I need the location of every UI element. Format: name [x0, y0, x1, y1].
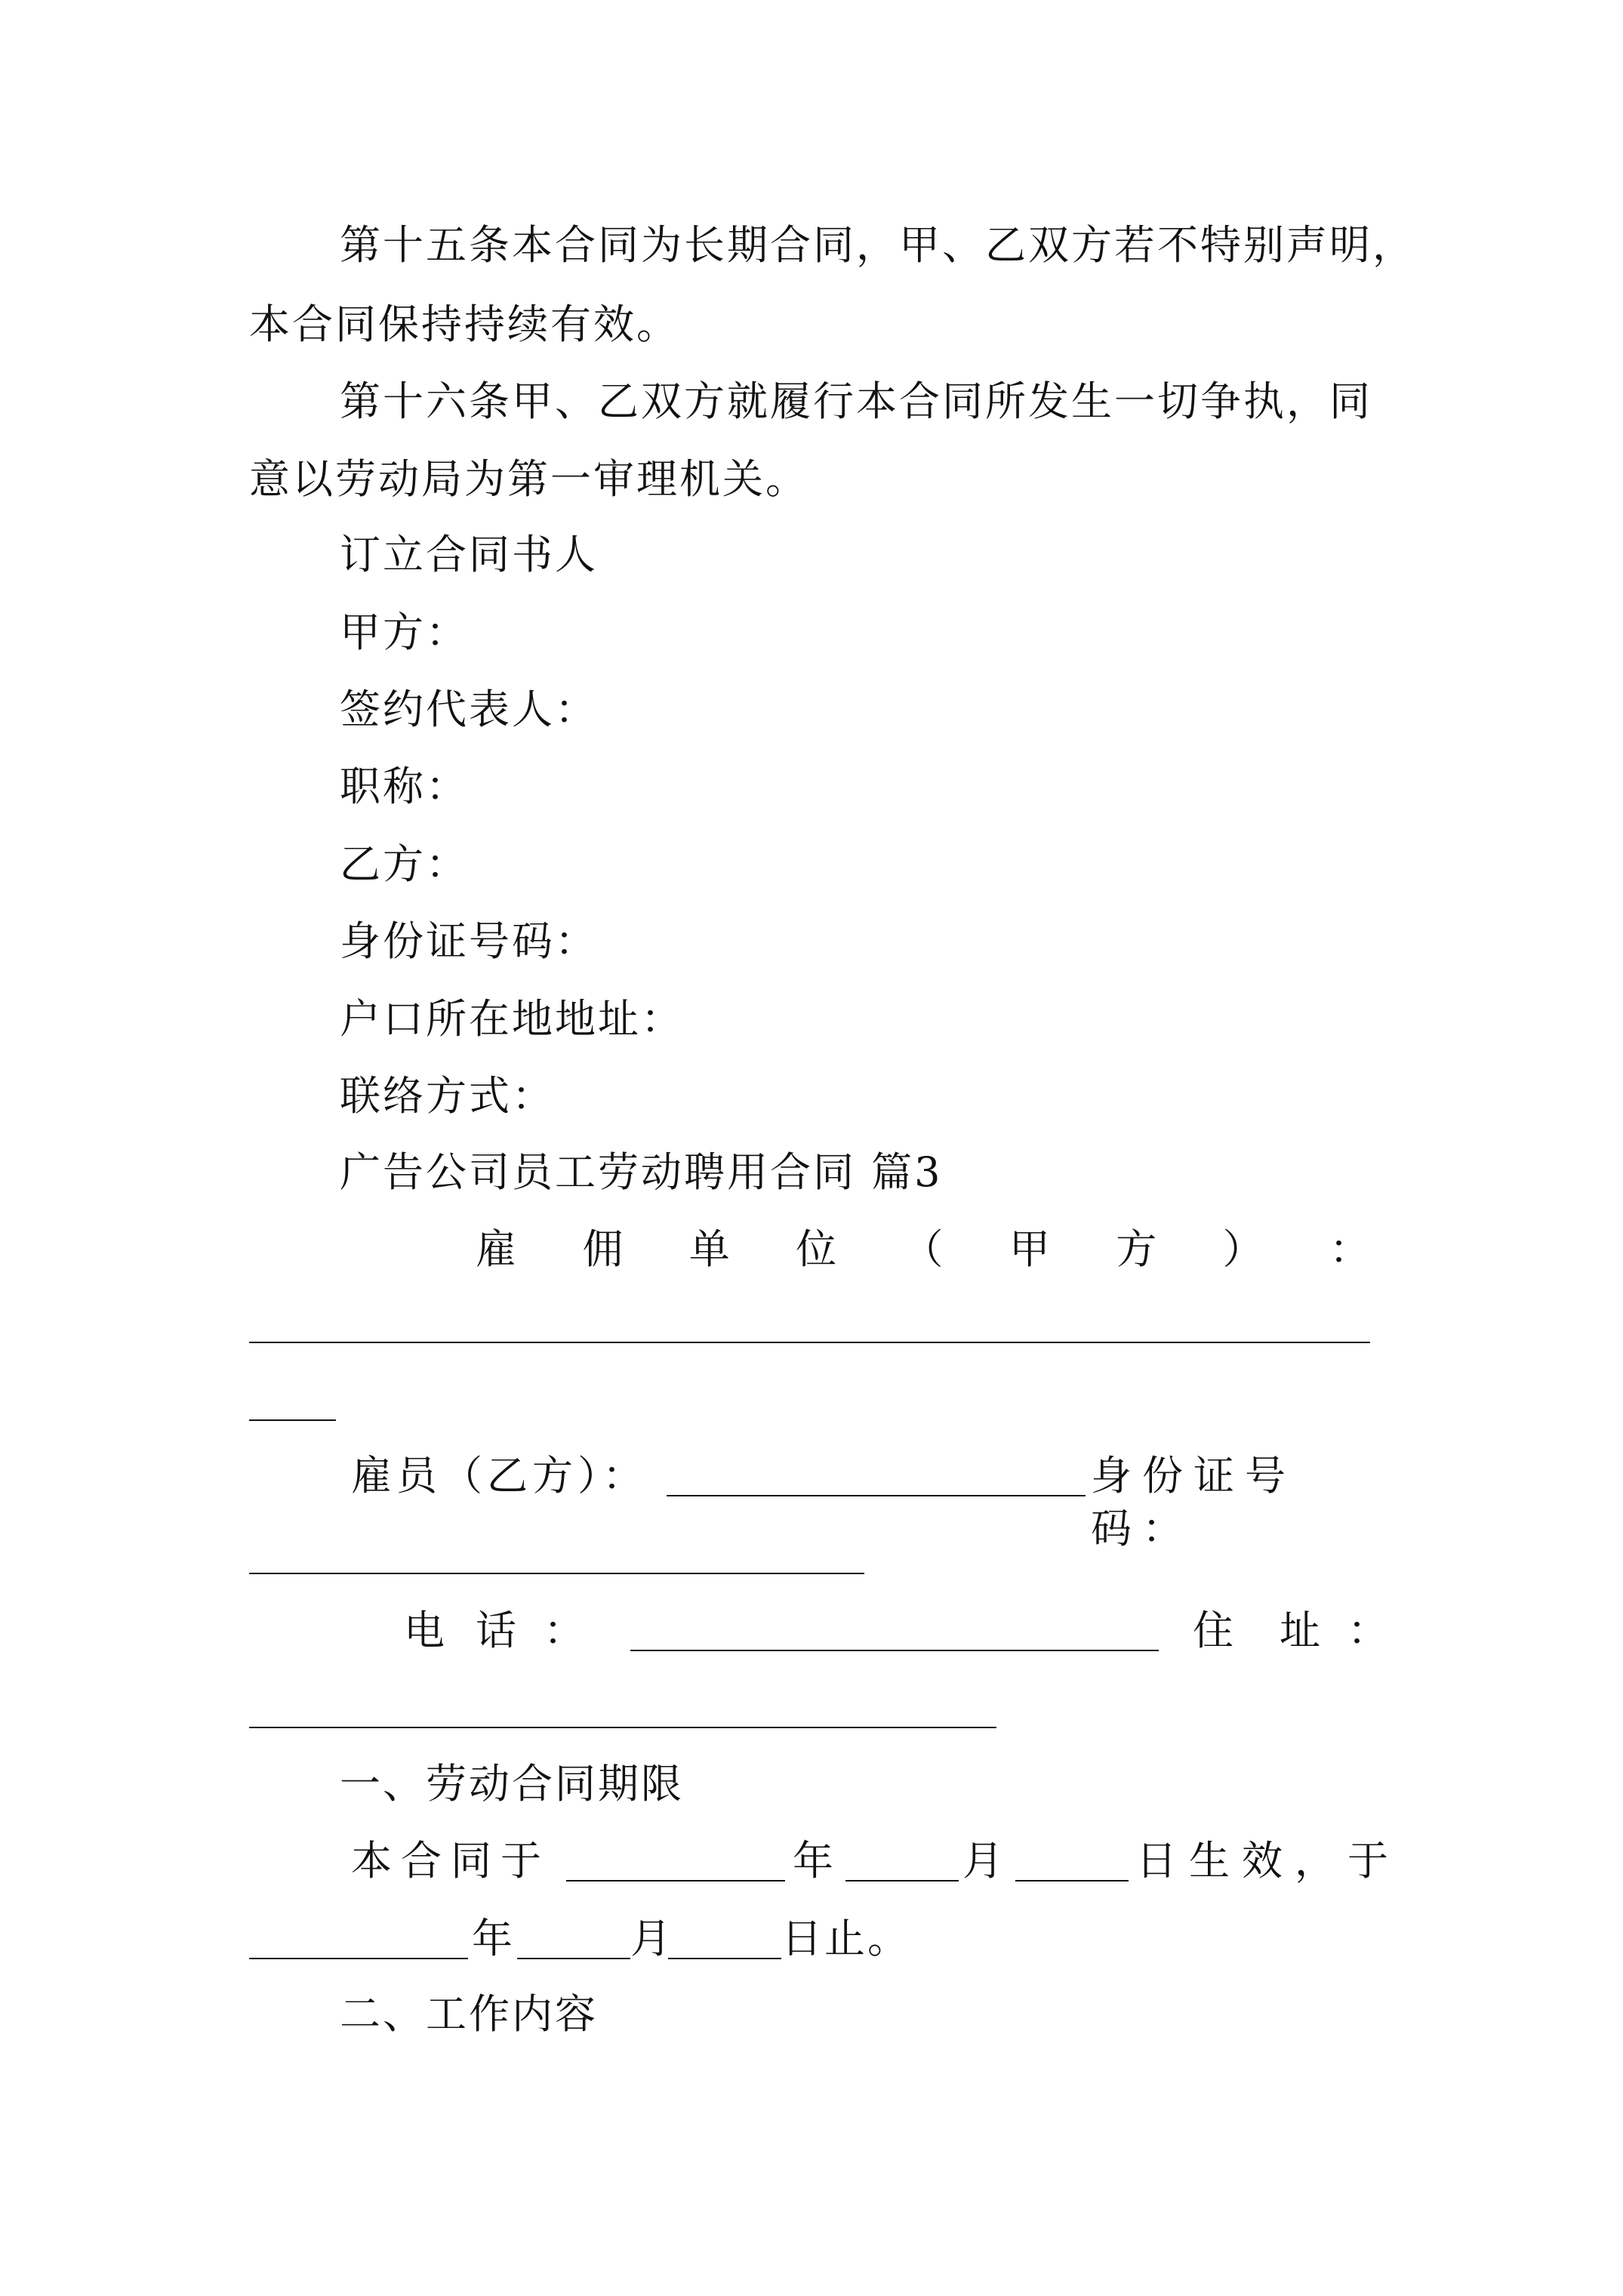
end-label: 日止。	[781, 1915, 910, 1962]
phone-char: 电	[404, 1607, 445, 1654]
contact-label: 联络方式：	[340, 1072, 555, 1120]
term-prefix: 本合同于	[351, 1837, 550, 1885]
employee-row	[249, 1450, 1374, 1552]
address-char: 址	[1280, 1607, 1320, 1654]
month-label: 月	[630, 1915, 671, 1962]
employer-label-row	[476, 1223, 1370, 1276]
start-year-blank	[566, 1880, 785, 1881]
party-b-label: 乙方：	[340, 840, 469, 888]
term-section-heading: 一、劳动合同期限	[340, 1760, 684, 1808]
employer-char: ）	[1222, 1225, 1264, 1273]
employer-char: 位	[796, 1225, 837, 1273]
employer-blank-line-continued	[249, 1419, 336, 1421]
end-day-blank	[668, 1958, 781, 1959]
address-char: 住	[1193, 1607, 1233, 1654]
year-label: 年	[472, 1915, 513, 1962]
start-month-blank	[845, 1880, 959, 1881]
employer-blank-line	[249, 1342, 1370, 1343]
start-day-blank	[1015, 1880, 1129, 1881]
contract-section-title: 广告公司员工劳动聘用合同 篇3	[340, 1148, 943, 1196]
employee-id-label: 身份证号码：	[1091, 1452, 1296, 1552]
article-15-line-1: 第十五条本合同为长期合同，甲、乙双方若不特别声明，	[340, 221, 1415, 269]
employee-name-blank	[667, 1495, 1086, 1496]
term-end-row	[249, 1912, 1374, 1965]
address-char: ：	[1347, 1607, 1388, 1654]
employee-label: 雇员（乙方）：	[351, 1452, 648, 1499]
employer-char: 方	[1116, 1225, 1157, 1273]
representative-label: 签约代表人：	[340, 686, 598, 733]
term-start-row	[249, 1835, 1388, 1888]
employer-char: （	[902, 1225, 944, 1273]
signatories-heading: 订立合同书人	[340, 531, 598, 578]
until-label: 于	[1347, 1837, 1388, 1885]
id-number-label: 身份证号码：	[340, 917, 598, 965]
employer-char: 佣	[582, 1225, 624, 1273]
article-16-line-2: 意以劳动局为第一审理机关。	[249, 455, 808, 503]
employer-char: 雇	[476, 1225, 516, 1273]
employer-char: 单	[688, 1225, 730, 1273]
article-15-line-2: 本合同保持持续有效。	[249, 300, 679, 348]
article-16-line-1: 第十六条甲、乙双方就履行本合同所发生一切争执，同	[340, 378, 1372, 425]
effective-label: 日生效，	[1136, 1837, 1347, 1885]
month-label: 月	[962, 1837, 1003, 1885]
employer-char: 甲	[1009, 1225, 1050, 1273]
employer-char: ：	[1329, 1225, 1370, 1273]
phone-address-row	[249, 1604, 1388, 1657]
employee-id-blank	[249, 1573, 864, 1574]
phone-char: ：	[544, 1607, 584, 1654]
phone-blank	[630, 1650, 1159, 1651]
work-content-heading: 二、工作内容	[340, 1990, 598, 2038]
household-address-label: 户口所在地地址：	[340, 995, 684, 1043]
address-blank	[249, 1727, 996, 1728]
end-month-blank	[517, 1958, 630, 1959]
end-year-blank	[249, 1958, 468, 1959]
year-label: 年	[793, 1837, 833, 1885]
phone-char: 话	[476, 1607, 516, 1654]
party-a-label: 甲方：	[340, 609, 469, 656]
job-title-label: 职称：	[340, 763, 469, 810]
